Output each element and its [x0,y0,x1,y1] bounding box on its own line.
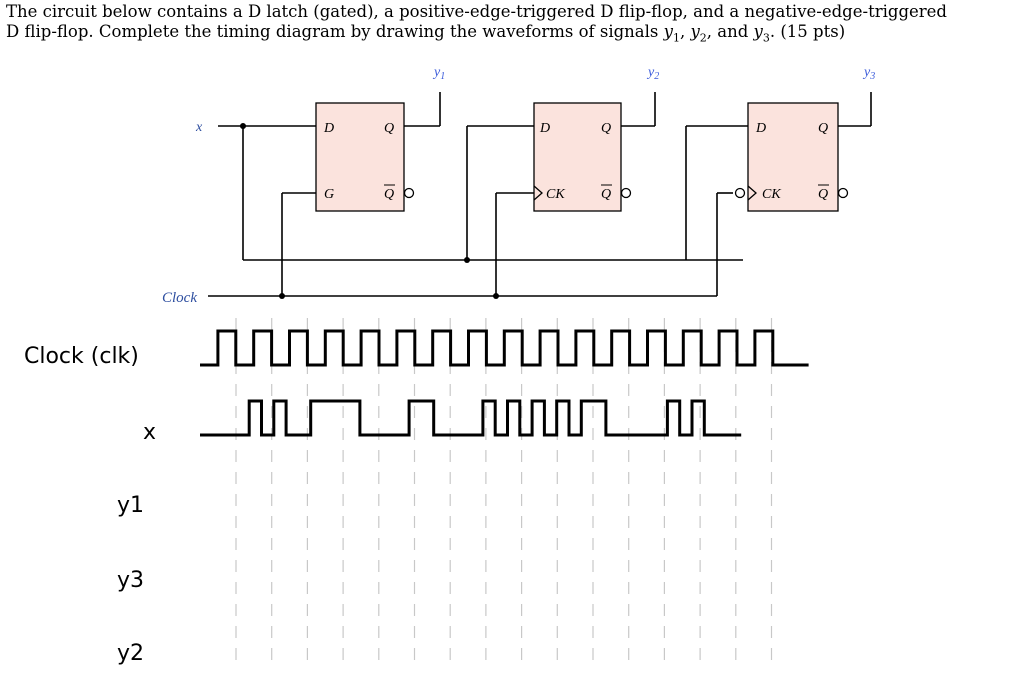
ffpos-ck-label: CK [546,187,565,202]
problem-line-2: D flip-flop. Complete the timing diagram by drawing the waveforms of signals [6,22,664,41]
ffpos-d-label: D [540,121,551,136]
problem-points: (15 pts) [780,22,846,41]
output-label-y2: $y_2$ [648,65,660,82]
row-label-y3: y3 [117,568,145,593]
row-label-x: x [143,420,157,445]
ffpos-q-label: Q [601,121,612,136]
clock-waveform [200,331,809,365]
latch-inversion-bubble [405,189,414,198]
output-label-y1: $y_1$ [434,65,446,82]
circuit-x-label: x [196,120,203,135]
ffpos-inversion-bubble [622,189,631,198]
row-label-clock: Clock (clk) [24,344,139,369]
ffneg-ck-label: CK [762,187,781,202]
ffpos-qbar-label: Q [601,187,612,202]
x-waveform [200,401,741,435]
problem-statement: The circuit below contains a D latch (gated), a positive-edge-triggered D flip-flop, and a negative-edge-triggered D flip-flop. Complete the timing diagram by drawing the waveforms of signals $y_1$, $y_2$, and $y_3$. (15 pts) [6,2,947,45]
row-label-y1: y1 [117,493,145,518]
latch-q-label: Q [384,121,395,136]
latch-g-label: G [324,187,335,202]
ffneg-inversion-bubble [839,189,848,198]
row-label-y2: y2 [117,641,145,666]
output-label-y3: $y_3$ [864,65,876,82]
problem-line-1: The circuit below contains a D latch (gated), a positive-edge-triggered D flip-flop, and a negative-edge-triggered [6,2,947,21]
ffneg-qbar-label: Q [818,187,829,202]
ffneg-q-label: Q [818,121,829,136]
latch-qbar-label: Q [384,187,395,202]
ffneg-d-label: D [756,121,767,136]
negative-edge-ff-block [736,103,848,211]
timing-row-labels [24,344,156,666]
ffneg-clock-bubble [736,189,745,198]
circuit-clock-label: Clock [162,290,197,306]
positive-edge-ff-block [534,103,631,211]
d-latch-block [316,103,414,211]
timing-gridlines [236,318,772,660]
latch-d-label: D [324,121,335,136]
